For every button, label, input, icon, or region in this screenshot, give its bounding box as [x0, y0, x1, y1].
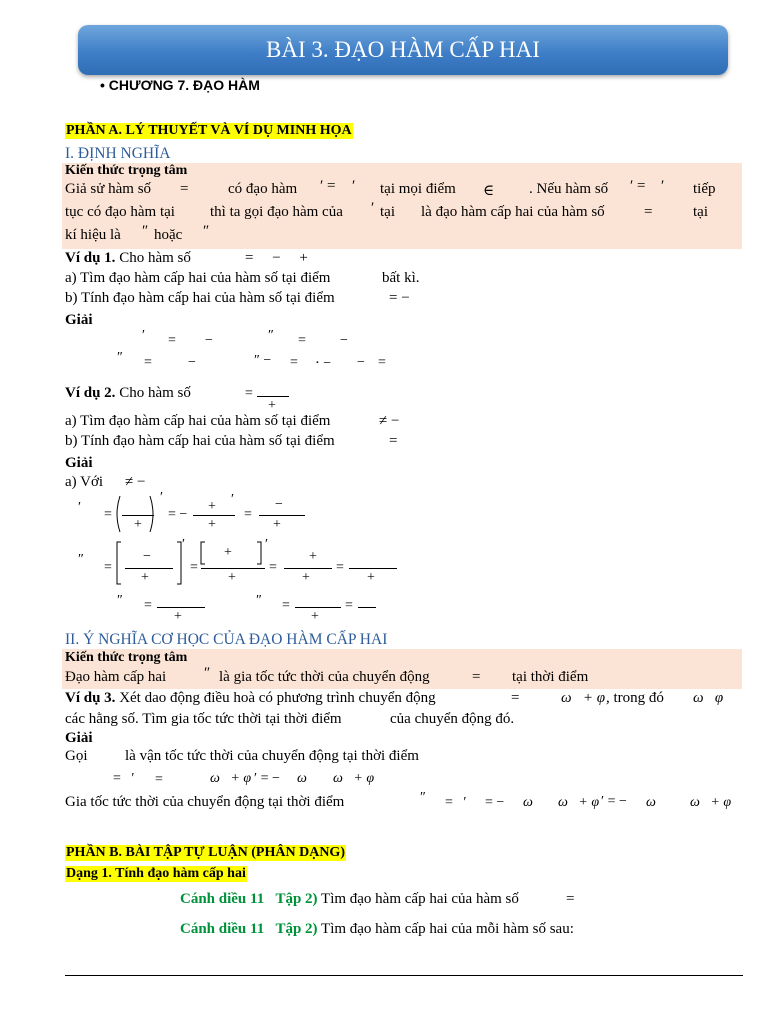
math-symbol: = [144, 355, 152, 370]
box-2-title: Kiến thức trọng tâm [65, 650, 188, 665]
math-symbol: + [311, 609, 319, 624]
def-symbol: ′ [371, 200, 375, 216]
math-symbol: + [134, 517, 142, 532]
math-symbol: = [245, 386, 253, 401]
def-text: tại mọi điểm [380, 181, 456, 197]
def-text: Giả sử hàm số [65, 181, 152, 197]
math-symbol: + [208, 517, 216, 532]
section-1-heading: I. ĐỊNH NGHĨA [65, 145, 171, 162]
math-symbol: = [269, 560, 277, 575]
example-2-intro [65, 385, 191, 402]
math-symbol: = [345, 598, 353, 613]
def-symbol: ′ = [630, 178, 646, 194]
type-1-title: Dạng 1. Tính đạo hàm cấp hai [66, 866, 246, 881]
def-text: thì ta gọi đạo hàm của [210, 204, 343, 220]
def-symbol: ′ = [320, 178, 336, 194]
math-symbol: ω [523, 795, 533, 810]
math-symbol: = [168, 333, 176, 348]
math-symbol: + [208, 499, 216, 514]
math-symbol: ′ [182, 537, 186, 552]
example-3-text: , trong đó [606, 690, 664, 706]
math-symbol: ω [297, 771, 307, 786]
math-symbol: = [104, 507, 112, 522]
example-1-intro [65, 250, 191, 267]
example-3-intro [65, 690, 436, 707]
def-text: tiếp [693, 181, 716, 197]
page-title-banner [78, 25, 728, 75]
math-symbol: = [566, 891, 575, 907]
box-1-title: Kiến thức trọng tâm [65, 163, 188, 178]
def-symbol: ′ [661, 178, 665, 194]
math-symbol: ω + φ [561, 690, 606, 706]
math-symbol: + [224, 545, 232, 560]
example-1-part-a-end: bất kì. [382, 270, 420, 286]
section-2-heading: II. Ý NGHĨA CƠ HỌC CỦA ĐẠO HÀM CẤP HAI [65, 631, 388, 648]
square-bracket [199, 540, 265, 566]
example-3-label: Ví dụ 3. [65, 690, 116, 706]
fraction-bar [257, 396, 289, 397]
example-2-condition-eq: ≠ − [125, 474, 146, 490]
example-3-solution-label: Giải [65, 730, 93, 746]
math-symbol: ′ = − [601, 794, 627, 809]
example-2-part-a: a) Tìm đạo hàm cấp hai của hàm số tại điểm [65, 413, 331, 429]
example-1-part-b: b) Tính đạo hàm cấp hai của hàm số tại điểm [65, 290, 335, 306]
math-symbol: ″ [256, 593, 262, 608]
math-symbol: = ′ [113, 771, 135, 786]
fraction-bar [157, 607, 205, 608]
example-2-label: Ví dụ 2. [65, 385, 116, 401]
exercise-1-volume: Tập 2) [275, 891, 318, 907]
def-symbol: ″ [142, 223, 149, 239]
def-text: . Nếu hàm số [529, 181, 609, 197]
math-symbol: − [340, 333, 348, 348]
def-symbol: ∈ [483, 183, 495, 199]
def-symbol: ′ [352, 178, 356, 194]
math-symbol: ω + φ [690, 795, 732, 810]
fraction-bar [295, 607, 341, 608]
exercise-1 [180, 891, 519, 908]
exercise-2-source: Cánh diều 11 [180, 921, 265, 937]
example-2-part-a-eq: ≠ − [379, 413, 400, 429]
exercise-2-volume: Tập 2) [275, 921, 318, 937]
chapter-label: • CHƯƠNG 7. ĐẠO HÀM [100, 77, 260, 93]
math-symbol: = [144, 598, 152, 613]
page-title: BÀI 3. ĐẠO HÀM CẤP HAI [266, 37, 540, 62]
math-symbol: = [282, 598, 290, 613]
example-3-text: các hằng số. Tìm gia tốc tức thời tại thời điểm [65, 711, 342, 727]
exercise-1-text: Tìm đạo hàm cấp hai của hàm số [321, 891, 519, 907]
example-2-condition: a) Với [65, 474, 104, 490]
box-2-text: Đạo hàm cấp hai [65, 669, 167, 685]
example-3-text: Gia tốc tức thời của chuyển động tại thời điểm [65, 794, 345, 810]
example-1-part-a: a) Tìm đạo hàm cấp hai của hàm số tại điểm [65, 270, 331, 286]
example-2-solution-label: Giải [65, 455, 93, 471]
def-text: tại [693, 204, 708, 220]
math-symbol: = [244, 507, 252, 522]
math-symbol: ′ = − [254, 771, 280, 786]
def-symbol: = [644, 204, 653, 220]
def-text: kí hiệu là [65, 227, 121, 243]
math-symbol: − [357, 355, 365, 370]
example-2-text: Cho hàm số [119, 385, 191, 401]
box-2-text: tại thời điểm [512, 669, 589, 685]
math-symbol: = [290, 355, 298, 370]
fraction-bar [284, 568, 332, 569]
part-b-title: PHẦN B. BÀI TẬP TỰ LUẬN (PHÂN DẠNG) [66, 845, 345, 860]
math-symbol: = [155, 772, 163, 787]
math-symbol: ″ [78, 552, 84, 567]
example-3-text: Gọi [65, 748, 88, 764]
math-symbol: ⋅ − [315, 356, 332, 371]
fraction-bar [349, 568, 397, 569]
math-symbol: ′ [78, 500, 82, 515]
example-1-label: Ví dụ 1. [65, 250, 116, 266]
example-1-text: Cho hàm số [119, 250, 191, 266]
math-symbol: + [302, 570, 310, 585]
math-symbol: = [378, 355, 386, 370]
math-symbol: ω φ [693, 690, 724, 706]
math-symbol: ω + φ [333, 771, 375, 786]
example-2-part-b: b) Tính đạo hàm cấp hai của hàm số tại điểm [65, 433, 335, 449]
exercise-1-source: Cánh diều 11 [180, 891, 265, 907]
fraction-bar [122, 515, 154, 516]
math-symbol: = [472, 669, 481, 685]
def-symbol: ″ [203, 223, 210, 239]
fraction-bar [358, 607, 376, 608]
math-symbol: ′ [142, 328, 146, 343]
def-text: là đạo hàm cấp hai của hàm số [421, 204, 605, 220]
math-symbol: ω [646, 795, 656, 810]
math-symbol: = [511, 690, 520, 706]
math-symbol: ″ − [254, 353, 272, 368]
math-symbol: = [336, 560, 344, 575]
math-symbol: ″ [117, 350, 123, 365]
math-symbol: ′ [231, 492, 235, 507]
math-symbol: + [273, 517, 281, 532]
math-symbol: + [174, 609, 182, 624]
math-symbol: ′ [160, 490, 164, 505]
math-symbol: ω + φ [558, 795, 600, 810]
fraction-bar [193, 515, 235, 516]
math-symbol: = ′ [445, 795, 467, 810]
def-text: tục có đạo hàm tại [65, 204, 175, 220]
math-symbol: + [309, 549, 317, 564]
math-symbol: = [190, 560, 198, 575]
math-symbol: − [205, 333, 213, 348]
math-symbol: − [143, 549, 151, 564]
math-symbol: ″ [268, 328, 274, 343]
def-symbol: = [180, 181, 189, 197]
math-symbol: + [228, 570, 236, 585]
example-1-part-b-eq: = − [389, 290, 410, 306]
math-symbol: + [141, 570, 149, 585]
part-a-title: PHẦN A. LÝ THUYẾT VÀ VÍ DỤ MINH HỌA [66, 123, 352, 138]
fraction-bar [125, 568, 173, 569]
math-symbol: ′ [265, 537, 269, 552]
def-text: có đạo hàm [228, 181, 298, 197]
math-symbol: ″ [420, 790, 426, 805]
example-1-equation: = − + [245, 250, 308, 266]
math-symbol: − [275, 497, 283, 512]
footer-divider [65, 975, 743, 976]
fraction-bar [259, 515, 305, 516]
math-symbol: = − [168, 507, 188, 522]
fraction-bar [201, 568, 265, 569]
exercise-2 [180, 921, 574, 938]
example-3-text: Xét dao động điều hoà có phương trình chuyển động [119, 690, 436, 706]
math-symbol: − [188, 355, 196, 370]
def-text: tại [380, 204, 395, 220]
def-text: hoặc [154, 227, 183, 243]
math-symbol: = − [485, 795, 505, 810]
math-symbol: + [268, 398, 276, 413]
math-symbol: ″ [204, 665, 211, 681]
example-3-text: của chuyển động đó. [390, 711, 515, 727]
example-3-text: là vận tốc tức thời của chuyển động tại thời điểm [125, 748, 419, 764]
math-symbol: = [298, 333, 306, 348]
exercise-2-text: Tìm đạo hàm cấp hai của mỗi hàm số sau: [321, 921, 574, 937]
box-2-text: là gia tốc tức thời của chuyển động [219, 669, 430, 685]
example-2-part-b-eq: = [389, 433, 398, 449]
math-symbol: = [104, 560, 112, 575]
math-symbol: + [367, 570, 375, 585]
math-symbol: ω + φ [210, 771, 252, 786]
example-1-solution-label: Giải [65, 312, 93, 328]
math-symbol: ″ [117, 593, 123, 608]
